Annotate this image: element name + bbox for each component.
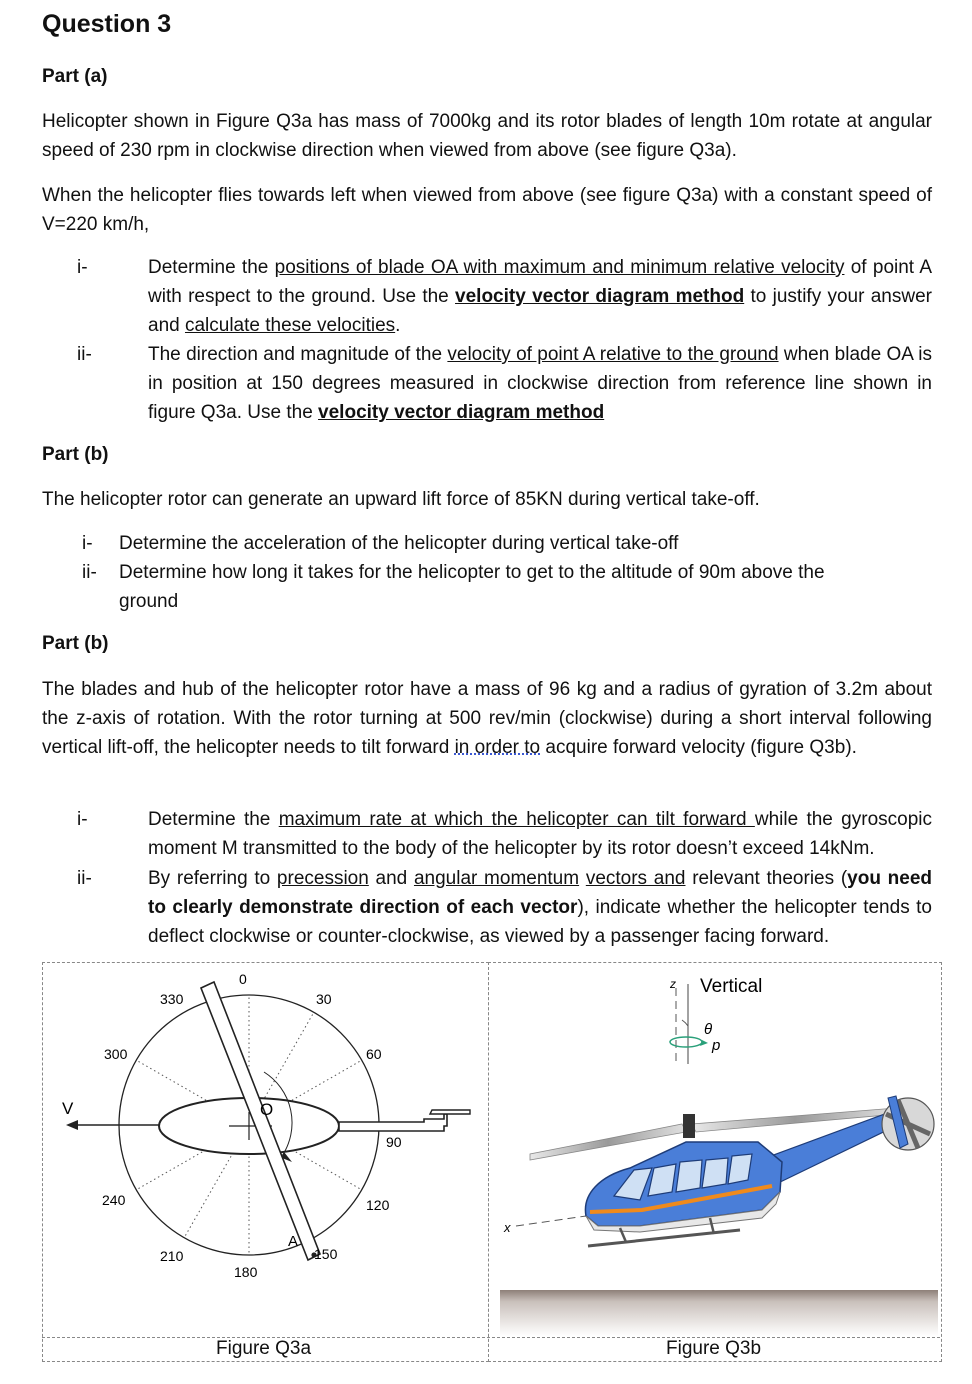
caption-divider bbox=[42, 1337, 940, 1338]
x-axis bbox=[516, 1216, 586, 1226]
angle-label-300: 300 bbox=[104, 1046, 128, 1062]
ground-surface bbox=[500, 1290, 938, 1336]
part-a-paragraph-2: When the helicopter flies towards left when viewed from above (see figure Q3a) with a constant speed of V=220 km/h, bbox=[42, 185, 932, 235]
part-b-item-1-number: i- bbox=[82, 533, 93, 554]
rotor-mast bbox=[683, 1114, 695, 1138]
figure-q3a-caption: Figure Q3a bbox=[216, 1338, 312, 1359]
part-b-heading: Part (b) bbox=[42, 444, 109, 465]
window-2 bbox=[676, 1160, 702, 1192]
angle-label-150: 150 bbox=[314, 1246, 338, 1262]
angle-label-30: 30 bbox=[316, 991, 332, 1007]
p-label: p bbox=[712, 1037, 721, 1054]
part-b2-item-1-number: i- bbox=[77, 809, 88, 830]
part-a-paragraph-1: Helicopter shown in Figure Q3a has mass of 7000kg and its rotor blades of length 10m rotate at angular speed of 230 rpm in clockwise direction when viewed from above (see figure Q3a). bbox=[42, 111, 932, 161]
angle-label-0: 0 bbox=[239, 971, 247, 987]
figure-q3b-caption: Figure Q3b bbox=[666, 1338, 762, 1359]
part-a-heading: Part (a) bbox=[42, 66, 108, 87]
part-b-item-1: Determine the acceleration of the helicopter during vertical take-off bbox=[119, 533, 679, 554]
part-b-paragraph: The helicopter rotor can generate an upward lift force of 85KN during vertical take-off. bbox=[42, 489, 760, 510]
angle-label-90: 90 bbox=[386, 1134, 402, 1150]
z-label: z bbox=[670, 977, 676, 991]
angle-label-330: 330 bbox=[160, 991, 184, 1007]
question-title: Question 3 bbox=[42, 10, 172, 38]
precession-arrow bbox=[670, 1037, 702, 1047]
velocity-label: V bbox=[62, 1099, 74, 1118]
landing-skid bbox=[588, 1230, 740, 1246]
part-b2-item-2: By referring to precession and angular momentum vectors and relevant theories (you need to clearly demonstrate direction of each vector), indicate whether the helicopter tends to deflect clockwise or counter-clockwise, as viewed by a passenger facing forward. bbox=[148, 868, 932, 947]
point-a-label: A bbox=[288, 1233, 299, 1250]
angle-label-210: 210 bbox=[160, 1248, 184, 1264]
part-b2-item-1: Determine the maximum rate at which the helicopter can tilt forward while the gyroscopic moment M transmitted to the body of the helicopter by its rotor doesn’t exceed 14kNm. bbox=[148, 809, 933, 859]
window-3 bbox=[702, 1158, 728, 1188]
tail-boom bbox=[339, 1114, 447, 1131]
figure-q3b bbox=[490, 964, 938, 1336]
vertical-label: Vertical bbox=[700, 976, 763, 997]
part-b-item-2-number: ii- bbox=[82, 562, 97, 583]
part-b-item-2: Determine how long it takes for the helicopter to get to the altitude of 90m above the ground bbox=[119, 562, 825, 612]
center-label: O bbox=[260, 1100, 274, 1119]
angle-label-240: 240 bbox=[102, 1192, 126, 1208]
x-label: x bbox=[504, 1220, 511, 1235]
part-a-item-1: Determine the positions of blade OA with maximum and minimum relative velocity of point A with respect to the ground. Use the velocity vector diagram method to justify your answer and calculate these velocities. bbox=[148, 257, 932, 336]
part-b2-paragraph: The blades and hub of the helicopter rotor have a mass of 96 kg and a radius of gyration of 3.2m about the z-axis of rotation. With the rotor turning at 500 rev/min (clockwise) during a short interval following vertical lift-off, the helicopter needs to tilt forward in order to acquire forward velocity (figure Q3b). bbox=[42, 679, 932, 758]
figure-q3a bbox=[44, 964, 486, 1336]
theta-label: θ bbox=[704, 1021, 713, 1038]
angle-label-120: 120 bbox=[366, 1197, 390, 1213]
part-a-item-1-number: i- bbox=[77, 257, 88, 278]
part-b2-item-2-number: ii- bbox=[77, 868, 92, 889]
angle-label-180: 180 bbox=[234, 1264, 258, 1280]
tail-rotor bbox=[430, 1110, 470, 1114]
part-a-item-2-number: ii- bbox=[77, 344, 92, 365]
part-b2-heading: Part (b) bbox=[42, 633, 109, 654]
window-4 bbox=[728, 1154, 752, 1184]
part-a-item-2: The direction and magnitude of the velocity of point A relative to the ground when blade OA is in position at 150 degrees measured in clockwise direction from reference line shown in figure Q3a. Use the velocity vector diagram method bbox=[148, 344, 932, 423]
angle-label-60: 60 bbox=[366, 1046, 382, 1062]
